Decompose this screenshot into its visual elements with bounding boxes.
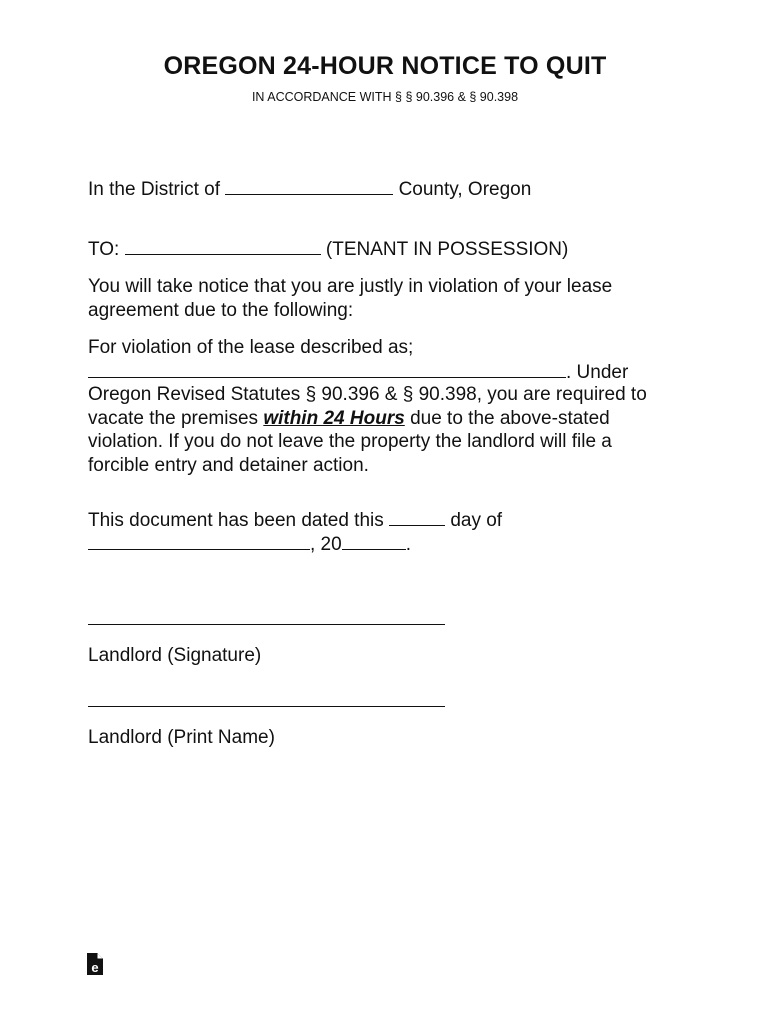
district-prefix: In the District of [88,179,220,200]
tenant-name-blank[interactable] [125,237,321,255]
vacate-suffix: due to the above-stated [410,407,610,429]
district-suffix: County, Oregon [398,179,532,200]
svg-text:e: e [91,960,99,975]
vacate-prefix: vacate the premises [88,407,259,429]
dated-suffix: day of [450,510,503,531]
vacate-line [88,407,610,431]
notice-line-1: You will take notice that you are justly in violation of your lease [88,276,613,297]
violation-line-5: forcible entry and detainer action. [88,454,369,476]
violation-line-4: violation. If you do not leave the property the landlord will file a [88,431,612,452]
violation-description-blank[interactable] [88,360,566,378]
document-subtitle: IN ACCORDANCE WITH § § 90.396 & § 90.398 [251,90,519,104]
to-prefix: TO: [88,239,120,260]
month-blank[interactable] [88,532,310,550]
district-blank[interactable] [225,177,393,195]
document-title: OREGON 24-HOUR NOTICE TO QUIT [163,52,607,80]
under-text: . Under [566,361,629,383]
within-24-hours-emphasis: within 24 Hours [263,407,405,429]
year-suffix: . [405,533,411,555]
print-name-label: Landlord (Print Name) [88,727,275,748]
violation-line-1: For violation of the lease described as; [88,337,414,358]
eforms-logo-icon [86,952,104,976]
to-suffix: (TENANT IN POSSESSION) [325,239,569,260]
tenant-line [88,237,568,262]
district-line [88,177,531,202]
dated-line [88,508,502,533]
signature-line[interactable] [88,624,445,625]
print-name-line[interactable] [88,706,445,707]
violation-description-line [88,360,628,385]
day-blank[interactable] [389,508,445,526]
dated-prefix: This document has been dated this [88,510,384,531]
notice-line-2: agreement due to the following: [88,299,354,321]
year-blank[interactable] [342,532,406,550]
statute-line: Oregon Revised Statutes § 90.396 & § 90.398, you are required to [88,384,647,405]
month-year-line [88,532,411,557]
year-prefix: , 20 [310,533,342,555]
signature-label: Landlord (Signature) [88,645,262,666]
